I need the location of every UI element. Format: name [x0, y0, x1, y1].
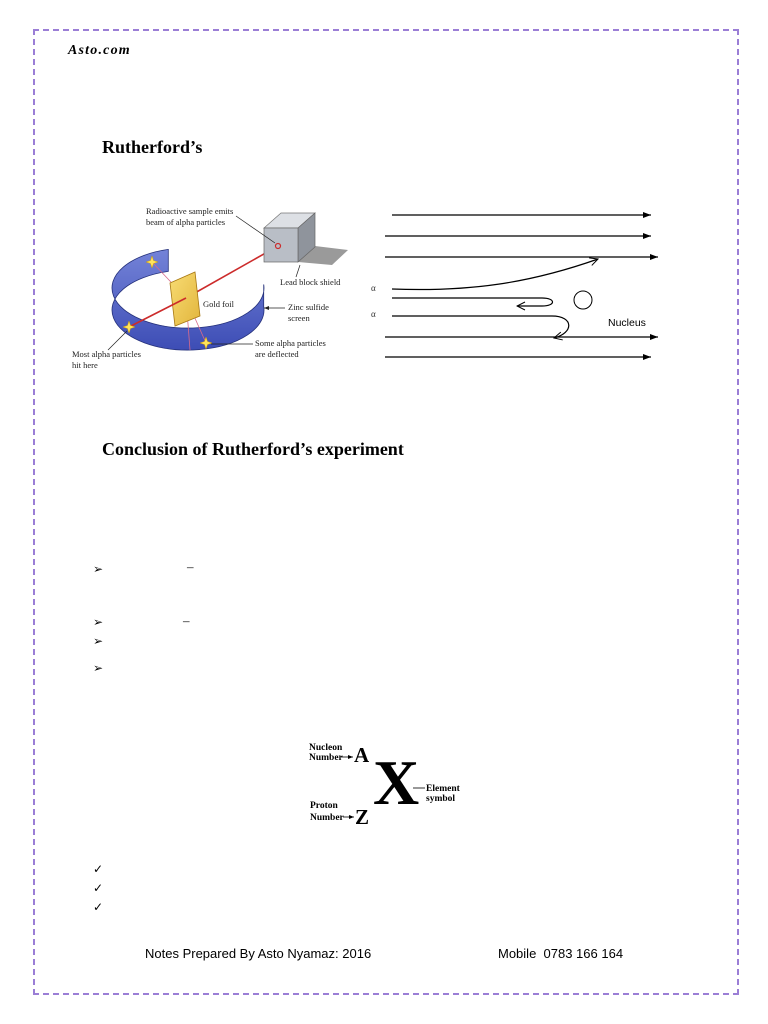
screen-label-line-2: screen: [288, 313, 310, 323]
nucleus-circle: [574, 291, 592, 309]
conclusion-heading: Conclusion of Rutherford’s experiment: [102, 439, 404, 459]
arrow-bullet-icon: ➢: [93, 562, 104, 576]
nucleon-number-symbol: A: [354, 743, 370, 767]
element-symbol: X: [373, 747, 420, 818]
arrow-bullet-icon: ➢: [93, 615, 104, 629]
source-label-line-1: Radioactive sample emits: [146, 206, 234, 216]
proton-label-line-1: Proton: [310, 801, 338, 811]
alpha-symbol: α: [371, 283, 376, 293]
nucleon-label-line-2: Number: [309, 753, 343, 763]
rutherford-apparatus-figure: [66, 198, 352, 374]
arrow-bullet-icon: ➢: [93, 661, 104, 675]
nucleus-label: Nucleus: [608, 317, 646, 329]
rebound-path-arrow: [392, 298, 553, 306]
bullet-dash: –: [183, 613, 190, 628]
deflected-label-line-2: are deflected: [255, 349, 299, 359]
check-icon: ✓: [93, 900, 104, 914]
proton-number-symbol: Z: [355, 805, 370, 829]
foil-label: Gold foil: [203, 299, 234, 309]
undeflected-leader-line: [108, 331, 127, 350]
bullet-dash: –: [187, 559, 194, 574]
lead-block-front: [264, 228, 298, 262]
arrow-bullet-icon: ➢: [93, 634, 104, 648]
deflected-label-line-1: Some alpha particles: [255, 338, 326, 348]
footer-mobile: Mobile 0783 166 164: [498, 946, 624, 961]
site-brand: Asto.com: [68, 43, 131, 58]
page-border: [33, 29, 739, 995]
footer-author: Notes Prepared By Asto Nyamaz: 2016: [145, 946, 372, 961]
nucleon-label-line-1: Nucleon: [309, 743, 343, 753]
proton-label-line-2: Number: [310, 813, 344, 823]
shield-label: Lead block shield: [280, 277, 341, 287]
deflected-path-arrow: [392, 259, 598, 290]
alpha-symbol: α: [371, 309, 376, 319]
shield-leader-line: [296, 265, 300, 277]
rebound-path-arrow: [392, 316, 569, 338]
element-label-line-2: symbol: [426, 794, 456, 804]
nuclide-notation-figure: [302, 735, 466, 829]
check-icon: ✓: [93, 862, 104, 876]
undeflected-label-line-2: hit here: [72, 360, 98, 370]
rutherford-heading: Rutherford’s: [102, 137, 203, 157]
element-label-line-1: Element: [426, 784, 460, 794]
undeflected-label-line-1: Most alpha particles: [72, 349, 141, 359]
source-label-line-2: beam of alpha particles: [146, 217, 226, 227]
check-icon: ✓: [93, 881, 104, 895]
alpha-scattering-diagram: [365, 200, 665, 365]
screen-label-line-1: Zinc sulfide: [288, 302, 329, 312]
